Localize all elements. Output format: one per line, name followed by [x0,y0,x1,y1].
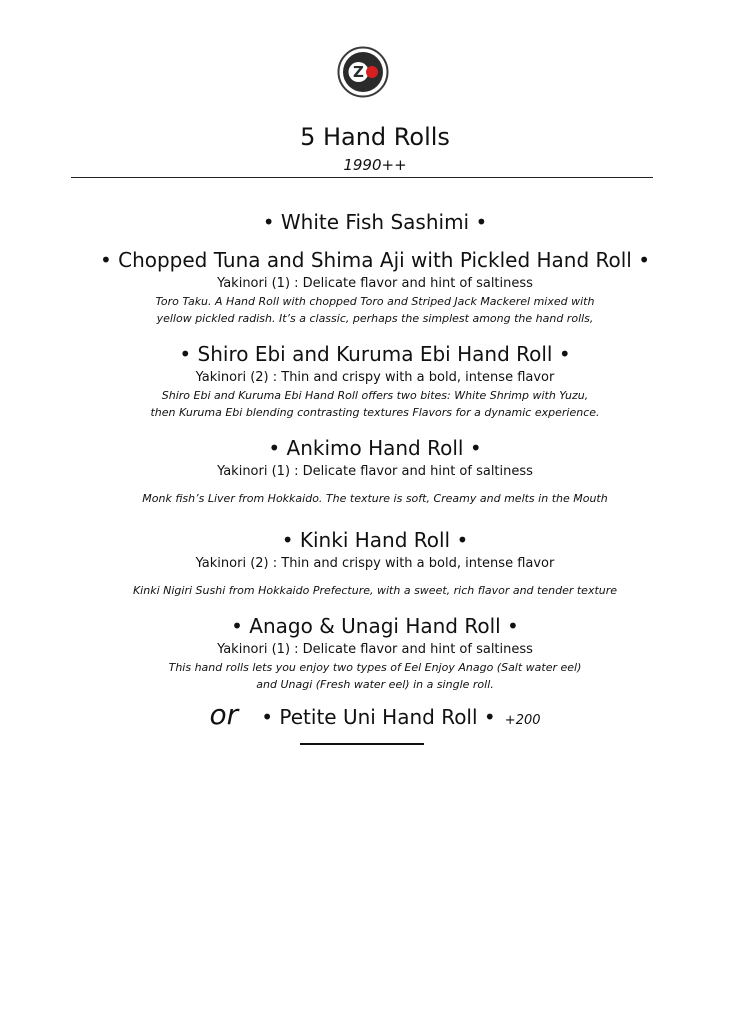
course-description-line: then Kuruma Ebi blending contrasting textures Flavors for a dynamic experience. [150,406,600,419]
course-description-line: Monk fish’s Liver from Hokkaido. The texture is soft, Creamy and melts in the Mouth [142,492,608,505]
or-label: or [209,698,239,731]
course-description-line: and Unagi (Fresh water eel) in a single roll. [256,678,494,691]
alternative-name: • Petite Uni Hand Roll • [261,705,496,729]
logo-letter: Z [353,63,364,81]
course-name: • White Fish Sashimi • [262,210,488,234]
menu-title: 5 Hand Rolls [300,123,450,151]
course-name: • Shiro Ebi and Kuruma Ebi Hand Roll • [179,342,571,366]
logo-red-dot-icon [366,66,378,78]
course-description-line: Shiro Ebi and Kuruma Ebi Hand Roll offers two bites: White Shrimp with Yuzu, [161,389,589,402]
alternative-surcharge: +200 [504,713,541,728]
course-nori: Yakinori (2) : Thin and crispy with a bold, intense flavor [195,370,555,385]
course-ankimo [0,434,750,507]
course-chopped-tuna [0,246,750,327]
course-description-line: Toro Taku. A Hand Roll with chopped Toro and Striped Jack Mackerel mixed with [155,295,595,308]
restaurant-logo [337,46,389,98]
course-name: • Ankimo Hand Roll • [268,436,482,460]
course-description-line: This hand rolls lets you enjoy two types of Eel Enjoy Anago (Salt water eel) [168,661,582,674]
menu-price: 1990++ [343,156,407,174]
course-nori: Yakinori (1) : Delicate flavor and hint of saltiness [217,642,533,657]
course-nori: Yakinori (1) : Delicate flavor and hint of saltiness [217,464,533,479]
header-divider [71,177,653,178]
alternative-option [0,697,750,739]
course-name: • Kinki Hand Roll • [281,528,469,552]
course-nori: Yakinori (2) : Thin and crispy with a bold, intense flavor [195,556,555,571]
course-shiro-ebi [0,340,750,421]
course-name: • Chopped Tuna and Shima Aji with Pickled Hand Roll • [99,248,651,272]
course-name: • Anago & Unagi Hand Roll • [231,614,519,638]
course-white-fish-sashimi [0,208,750,236]
course-nori: Yakinori (1) : Delicate flavor and hint of saltiness [217,276,533,291]
course-anago-unagi [0,612,750,693]
course-description-line: yellow pickled radish. It’s a classic, perhaps the simplest among the hand rolls, [156,312,594,325]
course-kinki [0,526,750,599]
footer-divider [300,743,424,745]
course-description-line: Kinki Nigiri Sushi from Hokkaido Prefecture, with a sweet, rich flavor and tender texture [132,584,618,597]
